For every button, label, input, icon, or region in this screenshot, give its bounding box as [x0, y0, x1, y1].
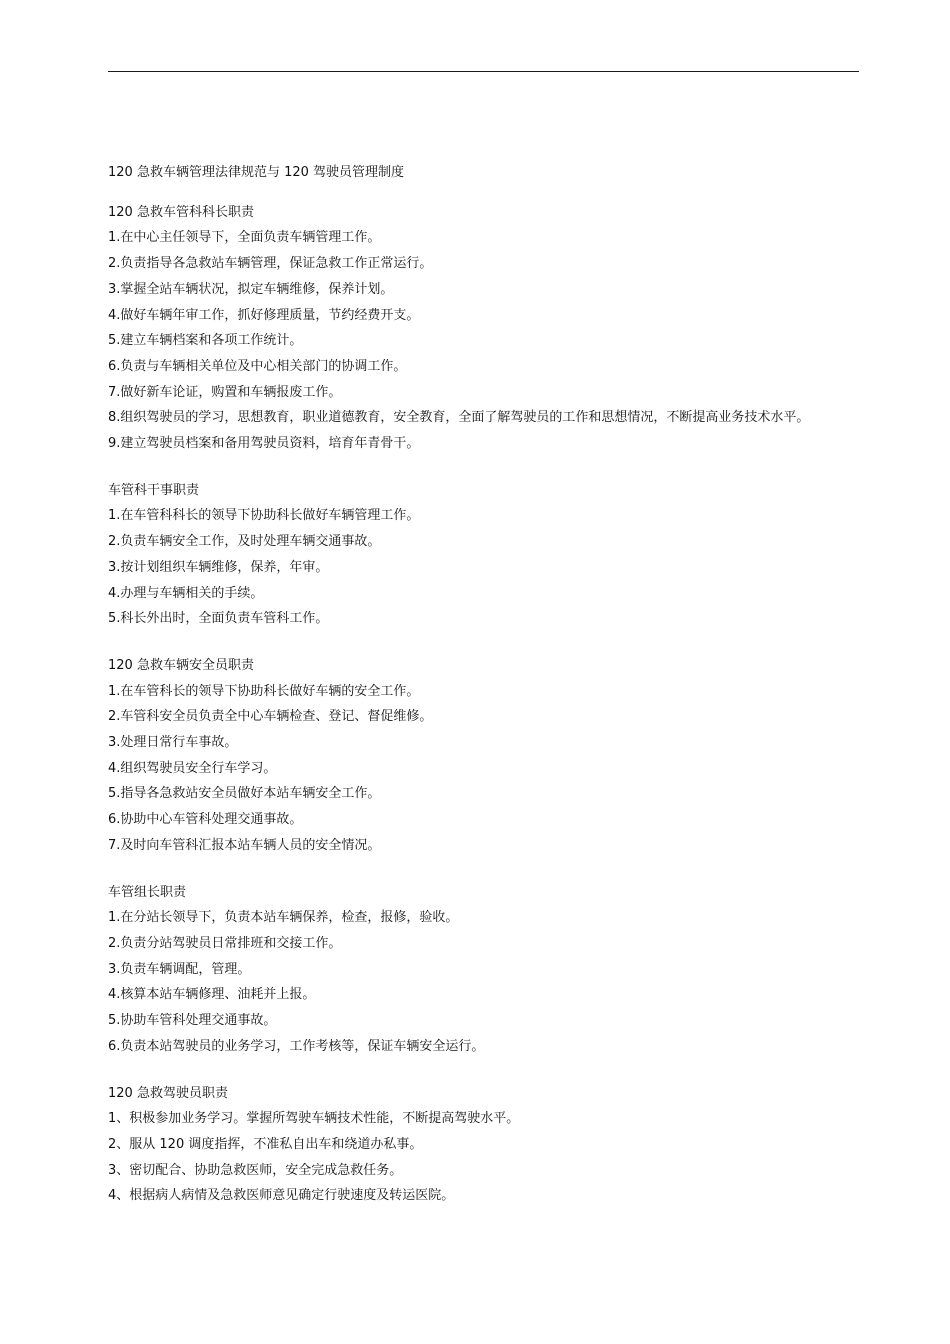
list-item: 3、密切配合、协助急救医师，安全完成急救任务。 — [108, 1162, 403, 1178]
list-item: 1.在车管科科长的领导下协助科长做好车辆管理工作。 — [108, 508, 420, 524]
section-heading: 120 急救驾驶员职责 — [108, 1085, 228, 1101]
list-item: 3.掌握全站车辆状况，拟定车辆维修，保养计划。 — [108, 281, 394, 297]
section-heading: 车管科干事职责 — [108, 482, 200, 498]
list-item: 5.科长外出时，全面负责车管科工作。 — [108, 611, 329, 627]
duty-list — [108, 679, 859, 859]
list-item: 4.做好车辆年审工作，抓好修理质量，节约经费开支。 — [108, 307, 420, 323]
list-item: 1.在分站长领导下，负责本站车辆保养，检查，报修，验收。 — [108, 910, 459, 926]
document-body — [108, 160, 859, 1230]
list-item: 2.负责车辆安全工作，及时处理车辆交通事故。 — [108, 534, 381, 550]
list-item: 3.处理日常行车事故。 — [108, 735, 238, 751]
section-team-leader-duties — [108, 880, 859, 1060]
section-clerk-duties — [108, 478, 859, 632]
section-section-chief-duties — [108, 200, 859, 457]
list-item: 1、积极参加业务学习。掌握所驾驶车辆技术性能，不断提高驾驶水平。 — [108, 1111, 520, 1127]
section-heading: 120 急救车辆安全员职责 — [108, 657, 254, 673]
list-item: 5.协助车管科处理交通事故。 — [108, 1013, 277, 1029]
duty-list — [108, 905, 859, 1059]
list-item: 4、根据病人病情及急救医师意见确定行驶速度及转运医院。 — [108, 1188, 455, 1204]
section-heading: 车管组长职责 — [108, 884, 187, 900]
list-item: 5.指导各急救站安全员做好本站车辆安全工作。 — [108, 786, 381, 802]
section-safety-officer-duties — [108, 653, 859, 859]
list-item: 6.负责与车辆相关单位及中心相关部门的协调工作。 — [108, 358, 407, 374]
list-item: 2.负责指导各急救站车辆管理，保证急救工作正常运行。 — [108, 256, 433, 272]
section-driver-duties — [108, 1081, 859, 1210]
list-item: 1.在中心主任领导下，全面负责车辆管理工作。 — [108, 230, 381, 246]
section-heading: 120 急救车管科科长职责 — [108, 204, 254, 220]
list-item: 6.负责本站驾驶员的业务学习，工作考核等，保证车辆安全运行。 — [108, 1038, 485, 1054]
list-item: 4.办理与车辆相关的手续。 — [108, 585, 264, 601]
header-rule — [108, 71, 859, 72]
list-item: 9.建立驾驶员档案和备用驾驶员资料，培育年青骨干。 — [108, 436, 420, 452]
list-item: 1.在车管科长的领导下协助科长做好车辆的安全工作。 — [108, 683, 420, 699]
list-item: 2、服从 120 调度指挥，不准私自出车和绕道办私事。 — [108, 1136, 423, 1152]
list-item: 2.负责分站驾驶员日常排班和交接工作。 — [108, 935, 342, 951]
list-item: 6.协助中心车管科处理交通事故。 — [108, 812, 303, 828]
list-item: 7.做好新车论证，购置和车辆报废工作。 — [108, 384, 342, 400]
list-item: 2.车管科安全员负责全中心车辆检查、登记、督促维修。 — [108, 709, 433, 725]
list-item: 4.核算本站车辆修理、油耗并上报。 — [108, 987, 316, 1003]
duty-list — [108, 1106, 859, 1209]
duty-list — [108, 225, 859, 456]
list-item: 5.建立车辆档案和各项工作统计。 — [108, 333, 303, 349]
list-item: 8.组织驾驶员的学习，思想教育，职业道德教育，安全教育，全面了解驾驶员的工作和思想情况，不断提高业务技术水平。 — [108, 410, 810, 426]
duty-list — [108, 503, 859, 632]
list-item: 3.按计划组织车辆维修，保养，年审。 — [108, 559, 329, 575]
list-item: 4.组织驾驶员安全行车学习。 — [108, 760, 277, 776]
list-item: 3.负责车辆调配，管理。 — [108, 961, 251, 977]
list-item: 7.及时向车管科汇报本站车辆人员的安全情况。 — [108, 837, 381, 853]
document-title: 120 急救车辆管理法律规范与 120 驾驶员管理制度 — [108, 165, 405, 180]
